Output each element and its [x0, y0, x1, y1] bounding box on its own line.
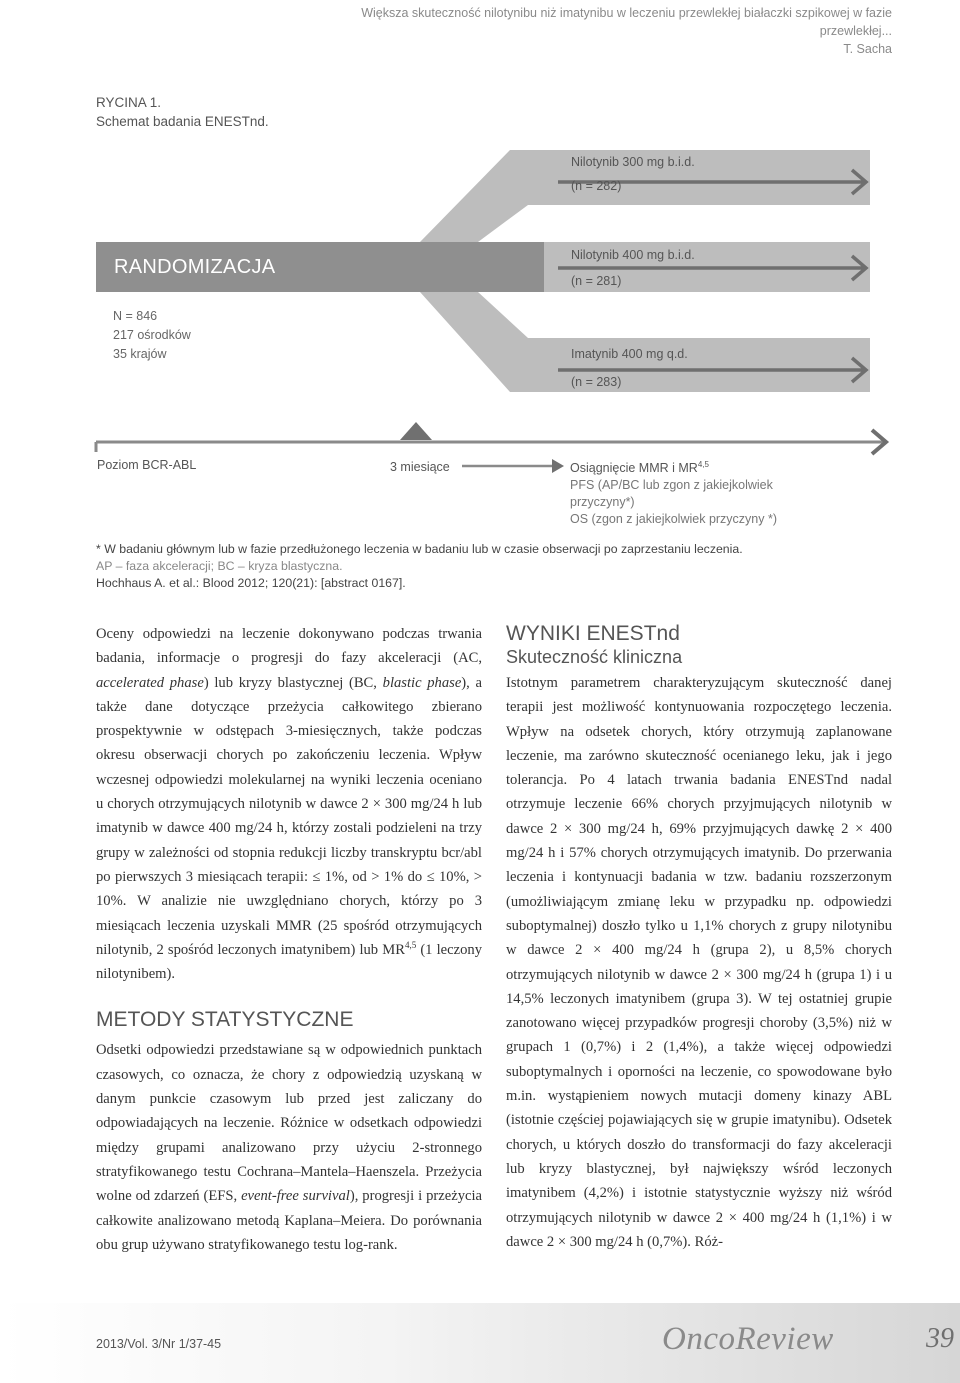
patient-count: N = 846: [113, 309, 158, 323]
outcome-pfs-line1: PFS (AP/BC lub zgon z jakiejkolwiek: [570, 478, 773, 493]
arm-2-drug: Nilotynib 400 mg b.i.d.: [571, 248, 695, 262]
paragraph-methods: [96, 1038, 482, 1257]
p1-italic-ap: accelerated phase: [96, 674, 204, 691]
outcome-arrowhead: [552, 459, 564, 473]
p1-text-a: Oceny odpowiedzi na leczenie dokonywano podczas trwania badania, informacje o progresji do fazy akceleracji (AC,: [96, 626, 482, 667]
journal-citation: 2013/Vol. 3/Nr 1/37-45: [96, 1337, 222, 1351]
section-heading-methods: METODY STATYSTYCZNE: [96, 1008, 354, 1032]
p2-text-a: Odsetki odpowiedzi przedstawiane są w odpowiednich punktach czasowych, co oznacza, że chory z odpowiedzią uzyskaną w danym punkcie czasowym lub przed jest zaliczany do odpowiadających na leczenie. Różnice w odsetkach odpowiedzi między grupami analizowano przy użyciu 2-stronnego stratyfikowanego testu Cochrana–Mantela–Haenszela. Przeżycia wolne od zdarzeń (EFS,: [96, 1042, 482, 1205]
center-count: 217 ośrodków: [113, 328, 191, 342]
randomization-info: [113, 307, 191, 364]
figure-footnote: * W badaniu głównym lub w fazie przedłużonego leczenia w badaniu lub w czasie obserwacji po zaprzestaniu leczenia.: [96, 542, 743, 556]
arm-1-label: [571, 152, 695, 196]
column-left: [96, 622, 482, 1257]
section-subheading-efficacy: Skuteczność kliniczna: [506, 647, 683, 667]
arm-3-drug: Imatynib 400 mg q.d.: [571, 347, 688, 361]
p1-text-b: ) lub kryzy blastycznej (BC,: [203, 674, 383, 691]
p1-italic-bp: blastic phase: [382, 674, 462, 691]
figure-abbreviations: AP – faza akceleracji; BC – kryza blastyczna.: [96, 559, 343, 573]
p1-sup: 4,5: [404, 940, 417, 950]
figure-notes: [96, 541, 876, 592]
outcome-os: OS (zgon z jakiejkolwiek przyczyny *): [570, 512, 778, 527]
outcomes-list: [570, 456, 800, 528]
country-count: 35 krajów: [113, 347, 167, 361]
outcome-mmr-text: Osiągnięcie MMR i MR: [570, 461, 698, 476]
page-number: 39: [926, 1323, 954, 1354]
column-right: [506, 671, 892, 1254]
randomization-box: [96, 242, 544, 292]
paragraph-response-assessment: [96, 622, 482, 986]
running-title: Większa skuteczność nilotynibu niż imatynibu w leczeniu przewlekłej białaczki szpikowej w fazie przewlekłej...: [361, 6, 892, 38]
p1-text-c: ), a także dane dotyczące przeżycia całkowitego zbierano prospektywnie w odstępach 3-miesięcznych, także podczas okresu obserwacji chorych po zakończeniu leczenia. Wpływ wczesnej odpowiedzi molekularnej na wyniki leczenia oceniano u chorych otrzymujących nilotynib w dawce 2 × 300 mg/24 h lub imatynib w dawce 400 mg/24 h, którzy zostali podzieleni na trzy grupy w zależności od stopnia redukcji liczby transkryptu bcr/abl po pierwszych 3 miesiącach terapii: ≤ 1%, od > 1% do ≤ 10%, > 10%. W analizie nie uwzględniano chorych, którzy po 3 miesiącach leczenia uzyskali MMR (25 spośród otrzymujących nilotynib, 2 spośród leczonych imatynibem) lub MR: [96, 674, 482, 958]
arm-2-n: (n = 281): [571, 274, 622, 288]
outcome-mmr: [570, 456, 800, 477]
milestone-marker: [400, 422, 432, 440]
timeline-start-label: Poziom BCR-ABL: [97, 458, 197, 472]
outcome-mmr-sup: 4,5: [697, 460, 709, 469]
paragraph-results: Istotnym parametrem charakteryzującym skuteczność danej terapii jest możliwość kontynuowania rozpoczętego leczenia. Wpływ na odsetek chorych, który otrzymują zaplanowane leczenie, ma zarówno skuteczność ocenianego leku, jak i jego tolerancja. Po 4 latach trwania badania ENESTnd nadal otrzymuje leczenie 66% chorych przyjmujących nilotynib w dawce 2 × 300 mg/24 h, 69% przyjmujących dawkę 2 × 400 mg/24 h i 57% chorych otrzymujących imatynib. Do przerwania leczenia i kontynuacji badania w tzw. badaniu rozszerzonym (umożliwiającym zmianę leku w przypadku np. odpowiedzi suboptymalnej) doszło tylko u 1,1% chorych z grupy nilotynibu w dawce 2 × 400 mg/24 h (grupa 2), u 8,5% chorych otrzymujących nilotynib w dawce 2 × 300 mg/24 h (grupa 1) i u 14,5% leczonych imatynibem (grupa 3). W tej ostatniej grupie zanotowano więcej przypadków progresji choroby (3,5%) niż w grupach 1 (0,7%) i 2 (1,4%), a także więcej odpowiedzi suboptymalnych i oporności na leczenie, co spowodowane było m.in. wystąpieniem nowych mutacji domeny kinazy ABL (istotnie częściej pojawiających się w grupie imatynibu). Odsetek chorych, u których doszło do transformacji do fazy akceleracji lub kryzy blastycznej, był największy wśród leczonych imatynibem (4,2%) i istotnie statystycznie wyższy niż wśród otrzymujących nilotynib w dawce 2 × 400 mg/24 h (1,1%) i w dawce 2 × 300 mg/24 h (0,7%). Róż-: [506, 675, 892, 1250]
p2-italic-efs: event-free survival: [241, 1188, 350, 1205]
arm-1-n: (n = 282): [571, 179, 622, 193]
arm-3-n: (n = 283): [571, 375, 622, 389]
arm-3-label: [571, 344, 688, 392]
p1-text-d: (1 leczony nilotynibem).: [96, 941, 482, 983]
p2-text-b: ), progresji i przeżycia całkowite analizowano metodą Kaplana–Meiera. Do porównania obu grup używano stratyfikowanego testu log-rank.: [96, 1188, 482, 1253]
arm-1-drug: Nilotynib 300 mg b.i.d.: [571, 155, 695, 169]
outcome-pfs-line2: przyczyny*): [570, 495, 635, 510]
journal-logo: OncoReview: [662, 1321, 834, 1357]
figure-caption: Schemat badania ENESTnd.: [96, 114, 269, 129]
timeline-line: [96, 442, 884, 452]
randomization-title: RANDOMIZACJA: [114, 256, 276, 278]
section-heading-results: WYNIKI ENESTnd: [506, 622, 680, 645]
figure-source: Hochhaus A. et al.: Blood 2012; 120(21): [abstract 0167].: [96, 576, 406, 590]
milestone-label: 3 miesiące: [390, 460, 450, 474]
arm-2-label: [571, 245, 695, 291]
running-author: T. Sacha: [843, 42, 892, 56]
figure-number: RYCINA 1.: [96, 95, 162, 110]
